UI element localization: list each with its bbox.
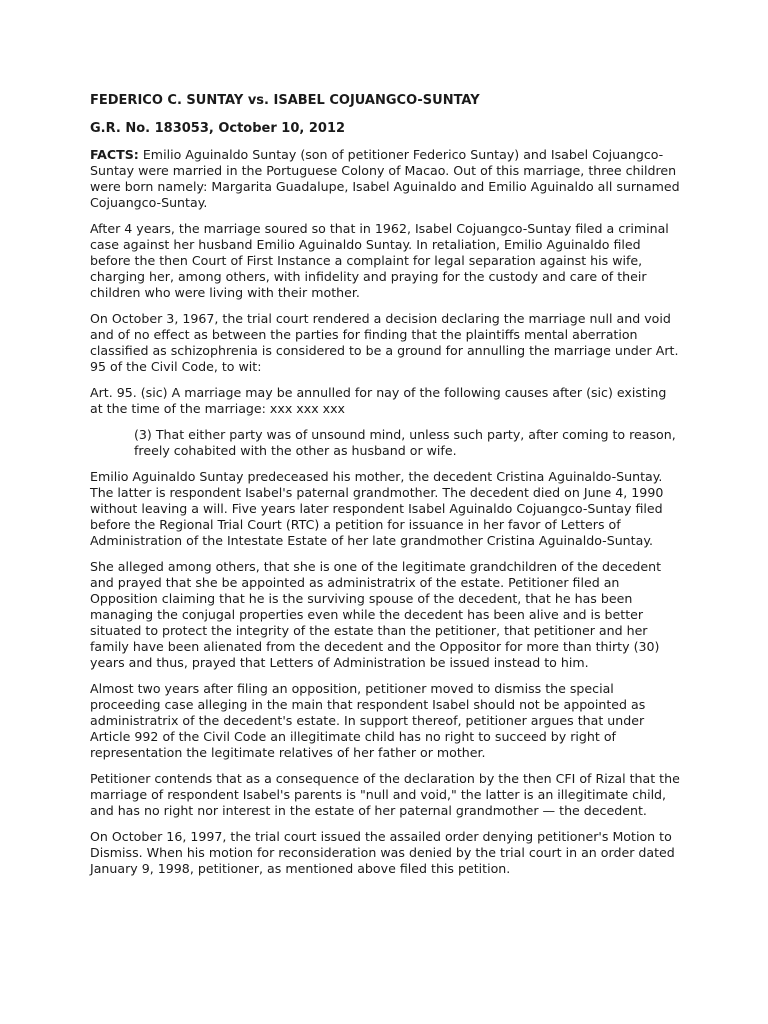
facts-text: Emilio Aguinaldo Suntay (son of petitioner Federico Suntay) and Isabel Cojuangco-Suntay were married in the Portuguese Colony of Macao. Out of this marriage, three children were born namely: Margarita Guadalupe, Isabel Aguinaldo and Emilio Aguinaldo all surnamed Cojuangco-Suntay. — [90, 147, 680, 210]
paragraph-contention: Petitioner contends that as a consequence of the declaration by the then CFI of Rizal that the marriage of respondent Isabel's parents is "null and void," the latter is an illegitimate child, and has no right nor interest in the estate of her paternal grandmother — the decedent. — [90, 771, 680, 818]
paragraph-allegation: She alleged among others, that she is one of the legitimate grandchildren of the decedent and prayed that she be appointed as administratrix of the estate. Petitioner filed an Opposition claiming that he is the surviving spouse of the decedent, that he has been managing the conjugal properties even while the decedent has been alive and is better situated to protect the integrity of the estate than the petitioner, that petitioner and her family have been alienated from the decedent and the Oppositor for more than thirty (30) years and thus, prayed that Letters of Administration be issued instead to him. — [90, 559, 662, 670]
document-page — [90, 92, 682, 887]
facts-label: FACTS: — [90, 147, 139, 162]
paragraph-decedent: Emilio Aguinaldo Suntay predeceased his mother, the decedent Cristina Aguinaldo-Suntay. The latter is respondent Isabel's paternal grandmother. The decedent died on June 4, 1990 without leaving a will. Five years later respondent Isabel Aguinaldo Cojuangco-Suntay filed before the Regional Trial Court (RTC) a petition for issuance in her favor of Letters of Administration of the Intestate Estate of her late grandmother Cristina Aguinaldo-Suntay. — [90, 469, 664, 548]
paragraph-decision-1967: On October 3, 1967, the trial court rendered a decision declaring the marriage null and void and of no effect as between the parties for finding that the plaintiffs mental aberration classified as schizophrenia is considered to be a ground for annulling the marriage under Art. 95 of the Civil Code, to wit: — [90, 311, 679, 374]
facts-paragraph — [90, 147, 682, 211]
paragraph-order-1997: On October 16, 1997, the trial court issued the assailed order denying petitioner's Motion to Dismiss. When his motion for reconsideration was denied by the trial court in an order dated January 9, 1998, petitioner, as mentioned above filed this petition. — [90, 829, 675, 876]
paragraph-marriage-soured: After 4 years, the marriage soured so that in 1962, Isabel Cojuangco-Suntay filed a criminal case against her husband Emilio Aguinaldo Suntay. In retaliation, Emilio Aguinaldo filed before the then Court of First Instance a complaint for legal separation against his wife, charging her, among others, with infidelity and praying for the custody and care of their children who were living with their mother. — [90, 221, 669, 300]
gr-number: G.R. No. 183053, October 10, 2012 — [90, 121, 346, 136]
paragraph-unsound-mind-quote: (3) That either party was of unsound mind, unless such party, after coming to reason, freely cohabited with the other as husband or wife. — [134, 427, 676, 458]
case-title: FEDERICO C. SUNTAY vs. ISABEL COJUANGCO-SUNTAY — [90, 93, 480, 108]
paragraph-art-95: Art. 95. (sic) A marriage may be annulled for nay of the following causes after (sic) existing at the time of the marriage: xxx xxx xxx — [90, 385, 667, 416]
paragraph-motion-dismiss: Almost two years after filing an opposition, petitioner moved to dismiss the special proceeding case alleging in the main that respondent Isabel should not be appointed as administratrix of the decedent's estate. In support thereof, petitioner argues that under Article 992 of the Civil Code an illegitimate child has no right to succeed by right of representation the legitimate relatives of her father or mother. — [90, 681, 646, 760]
